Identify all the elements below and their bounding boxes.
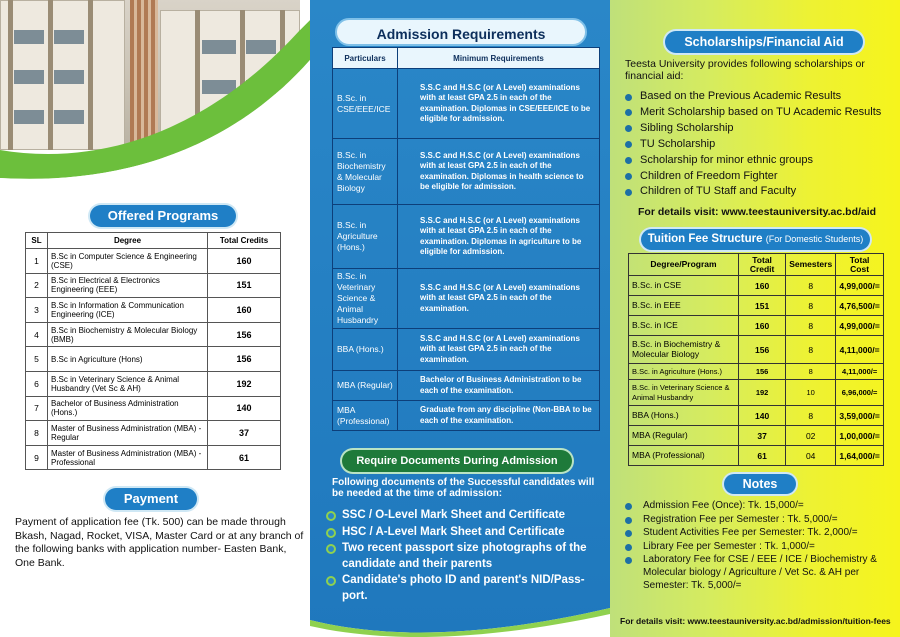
list-item xyxy=(625,499,900,512)
list-item xyxy=(625,526,900,539)
circle-bullet-icon xyxy=(326,544,336,554)
tuition-fee-title xyxy=(641,229,870,250)
column-header: SL xyxy=(26,233,48,249)
degree-cell: Bachelor of Business Administration (Hons.) xyxy=(48,396,208,421)
requirement-cell: Bachelor of Business Administration to be each of the examination. xyxy=(398,371,600,401)
table-row xyxy=(26,421,281,446)
table-row xyxy=(629,276,884,296)
table-row xyxy=(629,336,884,364)
cost-cell: 4,11,000/= xyxy=(836,336,884,364)
credit-cell: 151 xyxy=(739,296,786,316)
tuition-fee-title-text: Tuition Fee Structure xyxy=(647,233,763,245)
circle-bullet-icon xyxy=(326,528,336,538)
left-panel xyxy=(0,0,310,637)
note-item-text: Laboratory Fee for CSE / EEE / ICE / Biochemistry & Molecular biology / Agriculture / Vet Sc. & AH per Semester: Tk. 5,000/= xyxy=(643,554,877,591)
campus-building-photo xyxy=(0,0,300,150)
credits-cell: 160 xyxy=(208,249,281,274)
dot-bullet-icon xyxy=(625,544,632,551)
credit-cell: 61 xyxy=(739,446,786,466)
list-item xyxy=(625,513,900,526)
scholarships-title: Scholarships/Financial Aid xyxy=(665,31,863,53)
sl-cell: 8 xyxy=(26,421,48,446)
credits-cell: 61 xyxy=(208,445,281,470)
table-row xyxy=(333,69,600,139)
semesters-cell: 8 xyxy=(786,406,836,426)
table-row xyxy=(629,426,884,446)
requirement-cell: S.S.C and H.S.C (or A Level) examinations with at least GPA 2.5 in each of the examination. Diplomas in health science to be eligible for admission. xyxy=(398,139,600,205)
semesters-cell: 04 xyxy=(786,446,836,466)
document-item-text: SSC / O-Level Mark Sheet and Certificate xyxy=(342,509,566,521)
document-item-text: HSC / A-Level Mark Sheet and Certificate xyxy=(342,525,565,538)
dot-bullet-icon xyxy=(625,157,632,164)
program-cell: B.Sc. in EEE xyxy=(629,296,739,316)
credits-cell: 156 xyxy=(208,347,281,372)
circle-bullet-icon xyxy=(326,511,336,521)
dot-bullet-icon xyxy=(625,94,632,101)
program-cell: BBA (Hons.) xyxy=(629,406,739,426)
scholarships-details-link[interactable]: For details visit: www.teestauniversity.ac.bd/aid xyxy=(638,206,877,218)
admission-requirements-table xyxy=(332,47,600,431)
credit-cell: 192 xyxy=(739,380,786,406)
credits-cell: 140 xyxy=(208,396,281,421)
sl-cell: 4 xyxy=(26,322,48,347)
credit-cell: 37 xyxy=(739,426,786,446)
list-item xyxy=(625,553,900,592)
requirement-cell: S.S.C and H.S.C (or A Level) examinations with at least GPA 2.5 in each of the examination. Diplomas in agriculture to be eligible for admission. xyxy=(398,205,600,269)
table-row xyxy=(26,249,281,274)
sl-cell: 1 xyxy=(26,249,48,274)
dot-bullet-icon xyxy=(625,173,632,180)
table-row xyxy=(629,406,884,426)
table-row xyxy=(629,364,884,380)
scholarships-list xyxy=(625,89,900,200)
program-cell: B.Sc. in ICE xyxy=(629,316,739,336)
credit-cell: 160 xyxy=(739,276,786,296)
semesters-cell: 10 xyxy=(786,380,836,406)
table-row xyxy=(629,380,884,406)
semesters-cell: 8 xyxy=(786,276,836,296)
sl-cell: 2 xyxy=(26,273,48,298)
documents-list xyxy=(326,508,606,605)
scholarship-item-text: Merit Scholarship based on TU Academic Results xyxy=(640,105,882,118)
payment-text: Payment of application fee (Tk. 500) can be made through Bkash, Nagad, Rocket, VISA, Master Card or at any branch of the following banks with application number- Easten Bank, One Bank. xyxy=(15,516,304,569)
dot-bullet-icon xyxy=(625,503,632,510)
list-item xyxy=(625,153,900,169)
degree-cell: B.Sc in Veterinary Science & Animal Husbandry (Vet Sc & AH) xyxy=(48,371,208,396)
degree-cell: B.Sc in Biochemistry & Molecular Biology (BMB) xyxy=(48,322,208,347)
credits-cell: 151 xyxy=(208,273,281,298)
scholarship-item-text: Children of Freedom Fighter xyxy=(640,169,778,182)
document-item-text: Two recent passport size photographs of the candidate and their parents xyxy=(342,542,587,570)
requirement-cell: S.S.C and H.S.C (or A Level) examinations with at least GPA 2.5 in each of the examination. xyxy=(398,329,600,371)
scholarship-item-text: Sibling Scholarship xyxy=(640,121,734,134)
cost-cell: 1,00,000/= xyxy=(836,426,884,446)
particular-cell: MBA (Regular) xyxy=(333,371,398,401)
sl-cell: 3 xyxy=(26,298,48,323)
column-header: Particulars xyxy=(333,48,398,69)
table-row xyxy=(333,371,600,401)
cost-cell: 1,64,000/= xyxy=(836,446,884,466)
particular-cell: B.Sc. in Agriculture (Hons.) xyxy=(333,205,398,269)
right-panel xyxy=(610,0,900,637)
column-header: Degree/Program xyxy=(629,254,739,276)
requirement-cell: S.S.C and H.S.C (or A Level) examinations with at least GPA 2.5 in each of the examination. xyxy=(398,269,600,329)
column-header: Total Cost xyxy=(836,254,884,276)
list-item xyxy=(625,121,900,137)
list-item xyxy=(625,89,900,105)
scholarship-item-text: TU Scholarship xyxy=(640,137,716,150)
sl-cell: 7 xyxy=(26,396,48,421)
dot-bullet-icon xyxy=(625,109,632,116)
dot-bullet-icon xyxy=(625,125,632,132)
semesters-cell: 8 xyxy=(786,296,836,316)
middle-panel xyxy=(310,0,610,637)
note-item-text: Student Activities Fee per Semester: Tk. 2,000/= xyxy=(643,527,858,538)
credit-cell: 156 xyxy=(739,336,786,364)
cost-cell: 4,99,000/= xyxy=(836,316,884,336)
notes-list xyxy=(625,499,900,593)
table-row xyxy=(629,316,884,336)
degree-cell: B.Sc in Agriculture (Hons) xyxy=(48,347,208,372)
list-item xyxy=(326,508,606,524)
table-row xyxy=(333,139,600,205)
requirement-cell: S.S.C and H.S.C (or A Level) examinations with at least GPA 2.5 in each of the examination. Diplomas in CSE/EEE/ICE to be eligible for admission. xyxy=(398,69,600,139)
program-cell: B.Sc. in Biochemistry & Molecular Biology xyxy=(629,336,739,364)
semesters-cell: 02 xyxy=(786,426,836,446)
particular-cell: B.Sc. in CSE/EEE/ICE xyxy=(333,69,398,139)
circle-bullet-icon xyxy=(326,576,336,586)
cost-cell: 4,11,000/= xyxy=(836,364,884,380)
dot-bullet-icon xyxy=(625,530,632,537)
credit-cell: 160 xyxy=(739,316,786,336)
column-header: Minimum Requirements xyxy=(398,48,600,69)
list-item xyxy=(625,184,900,200)
required-documents-title: Require Documents During Admission xyxy=(342,450,572,472)
particular-cell: B.Sc. in Veterinary Science & Animal Husbandry xyxy=(333,269,398,329)
program-cell: B.Sc. in Agriculture (Hons.) xyxy=(629,364,739,380)
note-item-text: Admission Fee (Once): Tk. 15,000/= xyxy=(643,500,804,511)
scholarship-item-text: Children of TU Staff and Faculty xyxy=(640,185,797,198)
list-item xyxy=(625,540,900,553)
particular-cell: MBA (Professional) xyxy=(333,401,398,431)
program-cell: MBA (Professional) xyxy=(629,446,739,466)
documents-intro: Following documents of the Successful candidates will be needed at the time of admission: xyxy=(332,477,595,499)
degree-cell: B.Sc in Computer Science & Engineering (CSE) xyxy=(48,249,208,274)
credit-cell: 140 xyxy=(739,406,786,426)
table-row xyxy=(26,273,281,298)
list-item xyxy=(326,541,606,572)
note-item-text: Library Fee per Semester : Tk. 1,000/= xyxy=(643,540,815,552)
credits-cell: 192 xyxy=(208,371,281,396)
table-row xyxy=(333,329,600,371)
column-header: Total Credits xyxy=(208,233,281,249)
sl-cell: 5 xyxy=(26,347,48,372)
program-cell: B.Sc. in Veterinary Science & Animal Husbandry xyxy=(629,380,739,406)
table-row xyxy=(26,371,281,396)
tuition-details-link[interactable]: For details visit: www.teestauniversity.ac.bd/admission/tuition-fees xyxy=(620,616,891,626)
particular-cell: B.Sc. in Biochemistry & Molecular Biology xyxy=(333,139,398,205)
scholarships-intro: Teesta University provides following scholarships or financial aid: xyxy=(625,58,865,82)
semesters-cell: 8 xyxy=(786,364,836,380)
notes-title: Notes xyxy=(724,474,796,494)
credit-cell: 156 xyxy=(739,364,786,380)
column-header: Semesters xyxy=(786,254,836,276)
tuition-fee-subtitle: (For Domestic Students) xyxy=(765,234,864,244)
scholarship-item-text: Scholarship for minor ethnic groups xyxy=(640,153,814,166)
cost-cell: 4,99,000/= xyxy=(836,276,884,296)
table-row xyxy=(333,401,600,431)
table-row xyxy=(26,396,281,421)
degree-cell: B.Sc in Electrical & Electronics Engineering (EEE) xyxy=(48,273,208,298)
particular-cell: BBA (Hons.) xyxy=(333,329,398,371)
tuition-fee-table xyxy=(628,253,884,466)
scholarship-item-text: Based on the Previous Academic Results xyxy=(640,90,842,102)
semesters-cell: 8 xyxy=(786,336,836,364)
dot-bullet-icon xyxy=(625,189,632,196)
table-row xyxy=(333,269,600,329)
table-row xyxy=(629,296,884,316)
table-row xyxy=(26,445,281,470)
cost-cell: 6,96,000/= xyxy=(836,380,884,406)
sl-cell: 9 xyxy=(26,445,48,470)
degree-cell: Master of Business Administration (MBA) - Professional xyxy=(48,445,208,470)
list-item xyxy=(625,105,900,121)
table-row xyxy=(26,347,281,372)
credits-cell: 160 xyxy=(208,298,281,323)
degree-cell: Master of Business Administration (MBA) - Regular xyxy=(48,421,208,446)
cost-cell: 4,76,500/= xyxy=(836,296,884,316)
table-row xyxy=(629,446,884,466)
bottom-curve-decoration xyxy=(310,600,610,637)
credits-cell: 37 xyxy=(208,421,281,446)
credits-cell: 156 xyxy=(208,322,281,347)
list-item xyxy=(326,525,606,541)
semesters-cell: 8 xyxy=(786,316,836,336)
offered-programs-title: Offered Programs xyxy=(90,205,236,227)
payment-title: Payment xyxy=(105,488,197,510)
table-row xyxy=(26,322,281,347)
requirement-cell: Graduate from any discipline (Non-BBA to be each of the examination. xyxy=(398,401,600,431)
dot-bullet-icon xyxy=(625,141,632,148)
dot-bullet-icon xyxy=(625,517,632,524)
dot-bullet-icon xyxy=(625,557,632,564)
table-row xyxy=(333,205,600,269)
program-cell: B.Sc. in CSE xyxy=(629,276,739,296)
list-item xyxy=(625,169,900,185)
offered-programs-table xyxy=(25,232,281,470)
sl-cell: 6 xyxy=(26,371,48,396)
cost-cell: 3,59,000/= xyxy=(836,406,884,426)
document-item-text: Candidate's photo ID and parent's NID/Pass-port. xyxy=(342,574,585,602)
admission-requirements-title: Admission Requirements xyxy=(335,18,587,46)
column-header: Total Credit xyxy=(739,254,786,276)
degree-cell: B.Sc in Information & Communication Engineering (ICE) xyxy=(48,298,208,323)
column-header: Degree xyxy=(48,233,208,249)
note-item-text: Registration Fee per Semester : Tk. 5,000/= xyxy=(643,513,838,525)
list-item xyxy=(625,137,900,153)
table-row xyxy=(26,298,281,323)
program-cell: MBA (Regular) xyxy=(629,426,739,446)
